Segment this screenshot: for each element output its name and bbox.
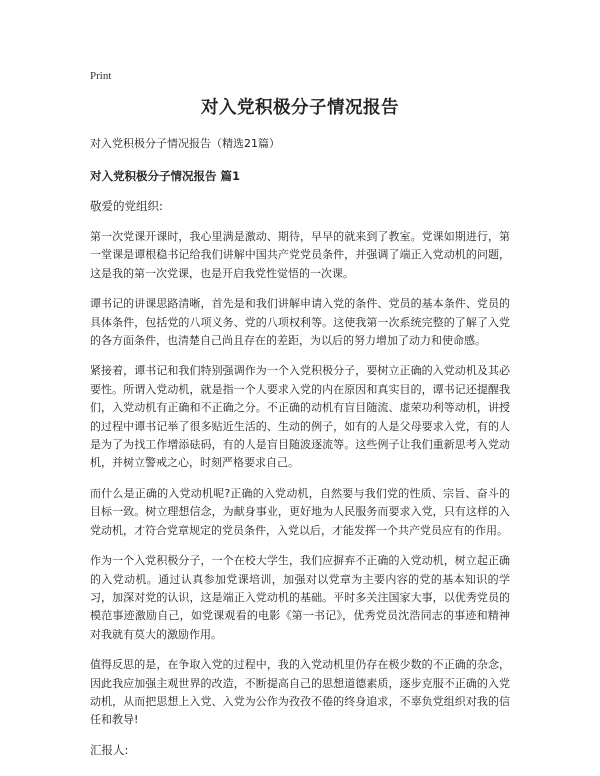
body-paragraph: 值得反思的是，在争取入党的过程中，我的入党动机里仍存在极少数的不正确的杂念，因此我应加强主观世界的改造，不断提高自己的思想道德素质，逐步克服不正确的入党动机，从而把思想上入党、入党为公作为孜孜不倦的终身追求，不辜负党组织对我的信任和教导! [90, 658, 510, 727]
body-paragraph: 第一次党课开课时，我心里满是激动、期待，早早的就来到了教室。党课如期进行，第一堂课是谭根稳书记给我们讲解中国共产党党员条件，并强调了端正入党动机的问题，这是我的第一次党课，也是开启我党性觉悟的一次课。 [90, 230, 510, 280]
body-paragraph: 紧接着，谭书记和我们特别强调作为一个入党积极分子，要树立正确的入党动机及其必要性。所谓入党动机，就是指一个人要求入党的内在原因和真实目的，谭书记还提醒我们，入党动机有正确和不正确之分。不正确的动机有盲目随流、虚荣功利等动机，讲授的过程中谭书记举了很多贴近生活的、生动的例子，如有的人是父母要求入党，有的人是为了为找工作增添砝码，有的人是盲目随波逐流等。这些例子让我们重新思考入党动机，并树立警戒之心，时刻严格要求自己。 [90, 364, 510, 470]
salutation: 敬爱的党组织: [90, 199, 163, 213]
body-paragraph: 谭书记的讲课思路清晰，首先是和我们讲解申请入党的条件、党员的基本条件、党员的具体条件，包括党的八项义务、党的八项权利等。这使我第一次系统完整的了解了入党的各方面条件，也清楚自己尚且存在的差距，为以后的努力增加了动力和使命感。 [90, 297, 510, 348]
signoff: 汇报人: [90, 742, 129, 757]
section-heading: 对入党积极分子情况报告 篇1 [90, 169, 241, 183]
document-subtitle: 对入党积极分子情况报告（精选21篇） [90, 137, 280, 150]
print-label: Print [90, 70, 112, 82]
document-title: 对入党积极分子情况报告 [201, 98, 399, 118]
body-paragraph: 作为一个入党积极分子，一个在校大学生，我们应摒弃不正确的入党动机，树立起正确的入党动机。通过认真参加党课培训，加强对以党章为主要内容的党的基本知识的学习，加深对党的认识，这是端正入党动机的基础。平时多关注国家大事，以优秀党员的模范事迹激励自己，如党课观看的电影《第一书记》，优秀党员沈浩同志的事迹和精神对我就有莫大的激励作用。 [90, 554, 510, 641]
body-paragraph: 而什么是正确的入党动机呢?正确的入党动机，自然要与我们党的性质、宗旨、奋斗的目标一致。树立理想信念，为献身事业，更好地为人民服务而要求入党，只有这样的入党动机，才符合党章规定的党员条件，入党以后，才能发挥一个共产党员应有的作用。 [90, 486, 510, 537]
